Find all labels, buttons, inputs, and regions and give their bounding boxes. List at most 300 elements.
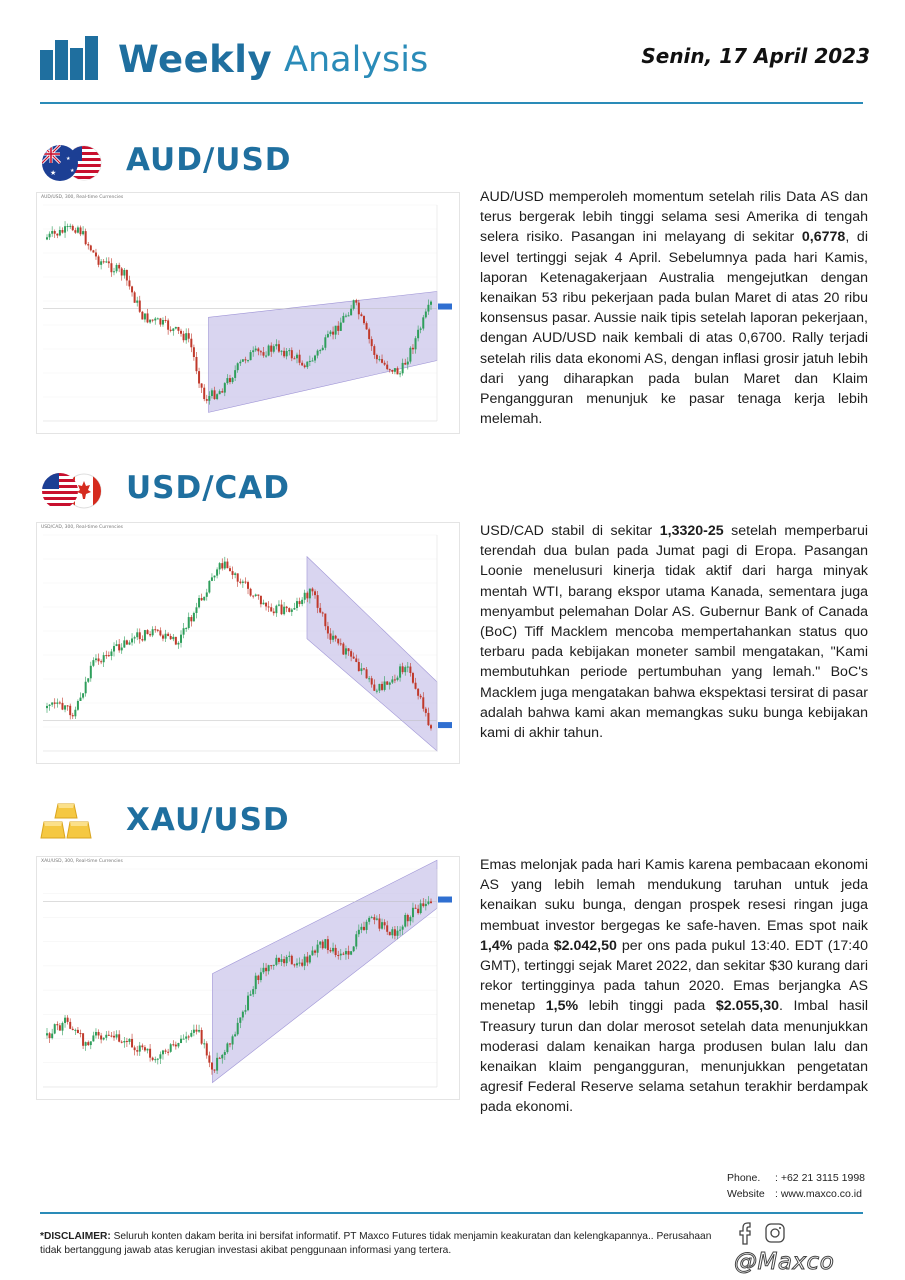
candle-body [216,1058,218,1071]
candle-body [183,628,185,634]
candle-body [201,383,203,387]
candle-body [208,1055,210,1062]
disclaimer [40,1230,730,1258]
candle-body [110,263,112,272]
candle-body [296,601,298,608]
candle-body [373,346,375,355]
candle-body [257,595,259,596]
chart-caption: XAU/USD, 300, Real-time Currencies [41,859,123,864]
candle-body [195,607,197,613]
candle-body [329,332,331,334]
candle-body [260,596,262,604]
candle-body [177,643,179,645]
candle-body [275,958,277,965]
usdcad-analysis-text [480,521,868,743]
candle-body [147,313,149,322]
candle-body [175,1045,177,1047]
website-label: Website [727,1188,765,1200]
candle-body [273,612,275,614]
candle-body [288,956,290,957]
candle-body [152,320,154,321]
candle-body [314,356,316,361]
candle-body [319,350,321,351]
candle-body [422,903,424,906]
candle-body [108,1035,110,1036]
candle-body [247,360,249,361]
audusd-analysis-text [480,187,868,429]
candle-body [317,595,319,608]
candle-body [92,1035,94,1041]
candle-body [216,394,218,399]
candle-body [319,942,321,945]
candle-body [262,603,264,604]
candle-body [278,344,280,351]
candle-body [224,562,226,569]
svg-text:★: ★ [50,169,57,177]
pair-title: AUD/USD [126,142,292,178]
last-price-tag [438,722,452,728]
candle-body [208,581,210,593]
candle-body [317,351,319,356]
candle-body [157,630,159,631]
candle-body [100,661,102,662]
candle-body [366,922,368,930]
candle-body [425,312,427,318]
candle-body [327,939,329,950]
candle-body [131,286,133,292]
candle-body [293,964,295,965]
candle-body [123,1041,125,1042]
candle-body [159,630,161,635]
candle-body [250,589,252,596]
candle-body [350,651,352,656]
candle-body [425,904,427,906]
candle-body [147,630,149,634]
candle-body [355,658,357,662]
candle-body [172,329,174,331]
candle-body [87,678,89,681]
candle-body [255,976,257,989]
candle-body [420,696,422,698]
candle-body [219,563,221,569]
candle-body [407,667,409,668]
candle-body [427,305,429,312]
last-price-tag [438,897,452,903]
candle-body [353,947,355,952]
candle-body [98,1032,100,1035]
chart-caption: USD/CAD, 300, Real-time Currencies [41,525,124,530]
candle-body [74,230,76,232]
candle-body [252,350,254,352]
candle-body [409,667,411,673]
candle-body [232,378,234,382]
candle-body [275,606,277,613]
footer-divider [40,1212,863,1214]
highlight-value: $2.055,30 [715,998,780,1015]
candle-body [193,347,195,357]
candle-body [309,361,311,362]
pair-title: USD/CAD [126,470,291,506]
candle-body [54,231,56,234]
candle-body [98,658,100,661]
candle-body [201,598,203,600]
candle-body [69,226,71,227]
candle-body [67,1018,69,1022]
candle-body [61,1023,63,1031]
candle-body [317,945,319,953]
candle-body [301,600,303,604]
candle-body [371,339,373,346]
candle-body [144,313,146,319]
candle-body [188,333,190,339]
candle-body [90,245,92,250]
candle-body [239,1017,241,1022]
candle-body [311,951,313,956]
candle-body [95,1032,97,1035]
candle-body [100,261,102,265]
candle-body [412,673,414,683]
candle-body [291,610,293,612]
candle-body [304,957,306,966]
candle-body [208,396,210,401]
candle-body [345,316,347,317]
candle-body [224,383,226,392]
candle-body [270,965,272,966]
social-handle-block[interactable] [734,1219,870,1275]
candle-body [273,346,275,352]
candle-body [201,1030,203,1044]
candle-body [301,963,303,966]
candle-body [188,617,190,628]
social-handle: @Maxco [734,1249,835,1275]
candle-body [144,630,146,640]
candle-body [371,678,373,684]
candle-body [376,355,378,359]
candle-body [260,972,262,980]
candle-body [175,327,177,329]
candle-body [407,362,409,365]
candle-body [162,635,164,638]
candle-body [139,1045,141,1051]
candle-body [105,261,107,262]
candle-body [85,682,87,694]
website-url[interactable]: : www.maxco.co.id [775,1188,862,1200]
phone-label: Phone. [727,1172,761,1184]
candle-body [430,302,432,305]
candle-body [105,655,107,656]
candle-body [399,373,401,374]
candle-body [141,639,143,640]
candle-body [214,1070,216,1071]
candle-body [378,359,380,360]
candle-body [159,318,161,324]
candle-body [378,684,380,691]
candle-body [412,908,414,917]
candle-body [430,725,432,728]
candle-body [373,685,375,691]
candle-body [412,348,414,350]
candle-body [363,927,365,930]
candle-body [404,363,406,365]
candle-body [206,592,208,596]
candle-body [221,563,223,568]
candle-body [304,593,306,600]
candle-body [226,378,228,383]
candle-body [221,391,223,392]
candle-body [51,1034,53,1039]
candle-body [190,339,192,348]
candle-body [409,917,411,921]
candle-body [67,705,69,706]
gold-bars-icon [40,800,104,846]
candle-body [257,976,259,980]
candle-body [167,634,169,636]
candle-body [152,1058,154,1060]
title-analysis: Analysis [284,40,429,80]
candle-body [278,605,280,606]
candle-body [348,648,350,651]
candle-body [110,1036,112,1037]
candle-body [332,636,334,640]
candle-body [273,965,275,966]
candle-body [322,942,324,949]
candle-body [322,613,324,614]
candle-body [100,1035,102,1039]
candle-body [306,362,308,368]
candle-body [389,683,391,685]
candle-body [270,346,272,352]
candle-body [402,666,404,672]
candle-body [67,226,69,227]
candle-body [64,1018,66,1023]
candle-body [337,955,339,956]
candle-body [162,320,164,325]
candle-body [103,1038,105,1040]
candle-body [239,362,241,364]
candle-body [373,917,375,920]
candle-body [149,320,151,323]
candle-body [103,261,105,262]
candle-body [247,582,249,589]
candle-body [185,333,187,340]
page-header [40,34,870,90]
candle-body [342,316,344,323]
candle-body [340,323,342,331]
candle-body [237,573,239,581]
candle-body [306,957,308,963]
candle-body [376,918,378,919]
candle-body [121,1042,123,1043]
candle-body [309,589,311,599]
candle-body [139,301,141,312]
audusd-price-chart [36,192,460,434]
candle-body [190,617,192,621]
candle-body [56,234,58,236]
candle-body [116,1034,118,1037]
candle-body [172,1044,174,1045]
candle-body [141,312,143,320]
us-canada-flags-icon [40,468,104,514]
highlight-value: 1,5% [545,998,579,1015]
candle-body [394,368,396,372]
candle-body [226,562,228,569]
candle-body [221,1055,223,1058]
svg-text:★: ★ [66,156,71,162]
candle-body [206,399,208,401]
candle-body [427,901,429,903]
candle-body [384,681,386,689]
candle-body [353,657,355,659]
candle-body [103,655,105,662]
candle-body [165,634,167,639]
candle-body [425,709,427,713]
candle-body [299,963,301,964]
candle-body [193,1030,195,1033]
candle-body [139,632,141,639]
candle-body [237,1023,239,1034]
candle-body [214,576,216,578]
candle-body [407,915,409,921]
candle-body [360,314,362,316]
candle-body [250,994,252,995]
candle-body [128,280,130,286]
candle-body [337,639,339,644]
candle-body [427,713,429,725]
candle-body [211,1063,213,1070]
candle-body [309,955,311,962]
candle-body [211,577,213,581]
candle-body [314,591,316,595]
candle-body [353,300,355,308]
candle-body [281,959,283,962]
candle-body [154,319,156,321]
text-run: per ons pada pukul 13:40. EDT (17:40 GMT), tertinggi sejak Maret 2022, dan sekitar $30 kurang dari rekor tertingginya pada tahun 2020. Emas berjangka AS menetap [480,937,868,1015]
candle-body [59,230,61,235]
candle-body [128,642,130,644]
candle-body [190,1033,192,1037]
candle-body [116,644,118,646]
candle-body [54,702,56,703]
candle-body [270,607,272,611]
candle-body [59,1025,61,1030]
candle-body [82,231,84,234]
candle-body [219,1058,221,1059]
candle-body [288,608,290,612]
candle-body [232,571,234,575]
candle-body [92,660,94,666]
candle-body [198,371,200,383]
candle-body [250,352,252,360]
text-run: AUD/USD memperoleh momentum setelah rilis Data AS dan terus bergerak lebih tinggi selama sesi Amerika di tengah selera risiko. Pasangan ini melayang di sekitar [480,189,868,246]
candle-body [242,582,244,583]
candle-body [368,918,370,922]
candle-body [108,261,110,263]
candle-body [126,1041,128,1042]
highlight-value: 1,3320-25 [659,523,724,539]
section-header-audusd [40,140,460,186]
candle-body [105,1035,107,1038]
instagram-icon[interactable] [764,1219,786,1247]
text-run: Emas melonjak pada hari Kamis karena pembacaan ekonomi AS yang lebih lemah mendukung taruhan untuk jeda kenaikan suku bunga, dengan prospek resesi ringan juga membuat investor bergegas ke safe-haven. Emas spot naik [480,857,868,934]
candle-body [157,1059,159,1060]
candle-body [51,231,53,234]
candle-body [430,901,432,903]
candle-body [244,582,246,583]
candle-body [195,1030,197,1032]
candle-body [278,958,280,962]
candle-body [360,668,362,671]
candle-body [420,329,422,330]
candle-body [319,608,321,613]
candle-body [335,636,337,639]
section-header-usdcad [40,468,460,514]
candle-body [90,666,92,678]
candle-body [180,1039,182,1043]
candle-body [340,954,342,956]
candle-body [61,230,63,233]
text-run: setelah memperbarui terendah dua bulan pada Jumat pagi di Eropa. Pasangan Loonie menelusuri kinerja tidak aktif dari harga minyak mentah WTI, barang ekspor utama Kanada, sementara juga menyambut pelemahan Dolar AS. Gubernur Bank of Canada (BoC) Tiff Macklem mencoba mempertahankan status quo terbaru pada kebijakan moneter sambil mengatakan, "Kami membutuhkan periode pertumbuhan yang lemah." BoC's Macklem juga mengatakan bahwa ekspektasi tersirat di pasar adalah bahwa kami akan memangkas suku bunga kebijakan kami di akhir tahun. [480,523,868,742]
candle-body [324,337,326,347]
candle-body [170,1044,172,1052]
candle-body [255,349,257,351]
candle-body [46,1033,48,1035]
candle-body [399,666,401,677]
trend-channel [208,291,437,412]
candle-body [80,227,82,234]
candle-body [219,391,221,394]
candle-body [167,1052,169,1053]
candle-body [131,638,133,642]
candle-body [311,361,313,362]
candle-body [98,256,100,264]
candle-body [394,679,396,680]
candle-body [293,608,295,610]
candle-body [404,915,406,927]
candle-body [422,697,424,708]
candle-body [177,1043,179,1046]
candle-body [121,648,123,651]
candle-body [59,702,61,703]
candle-body [358,662,360,671]
candle-body [175,637,177,645]
candle-body [366,323,368,329]
candle-body [366,669,368,678]
candle-body [304,365,306,367]
candle-body [165,1050,167,1051]
candle-body [216,569,218,575]
candle-body [332,948,334,951]
candle-body [80,698,82,701]
candle-body [149,1049,151,1058]
candle-body [283,959,285,963]
candle-body [391,679,393,682]
candle-body [74,1030,76,1031]
candle-body [56,1024,58,1025]
facebook-icon[interactable] [734,1219,764,1247]
candle-body [337,326,339,331]
candle-body [299,355,301,363]
candle-body [415,683,417,689]
candle-body [281,351,283,352]
candle-body [389,932,391,935]
candle-body [355,300,357,302]
trend-channel [307,557,437,751]
candle-body [203,597,205,600]
candle-body [77,701,79,710]
candle-body [123,640,125,647]
candle-body [118,265,120,269]
candle-body [72,226,74,230]
